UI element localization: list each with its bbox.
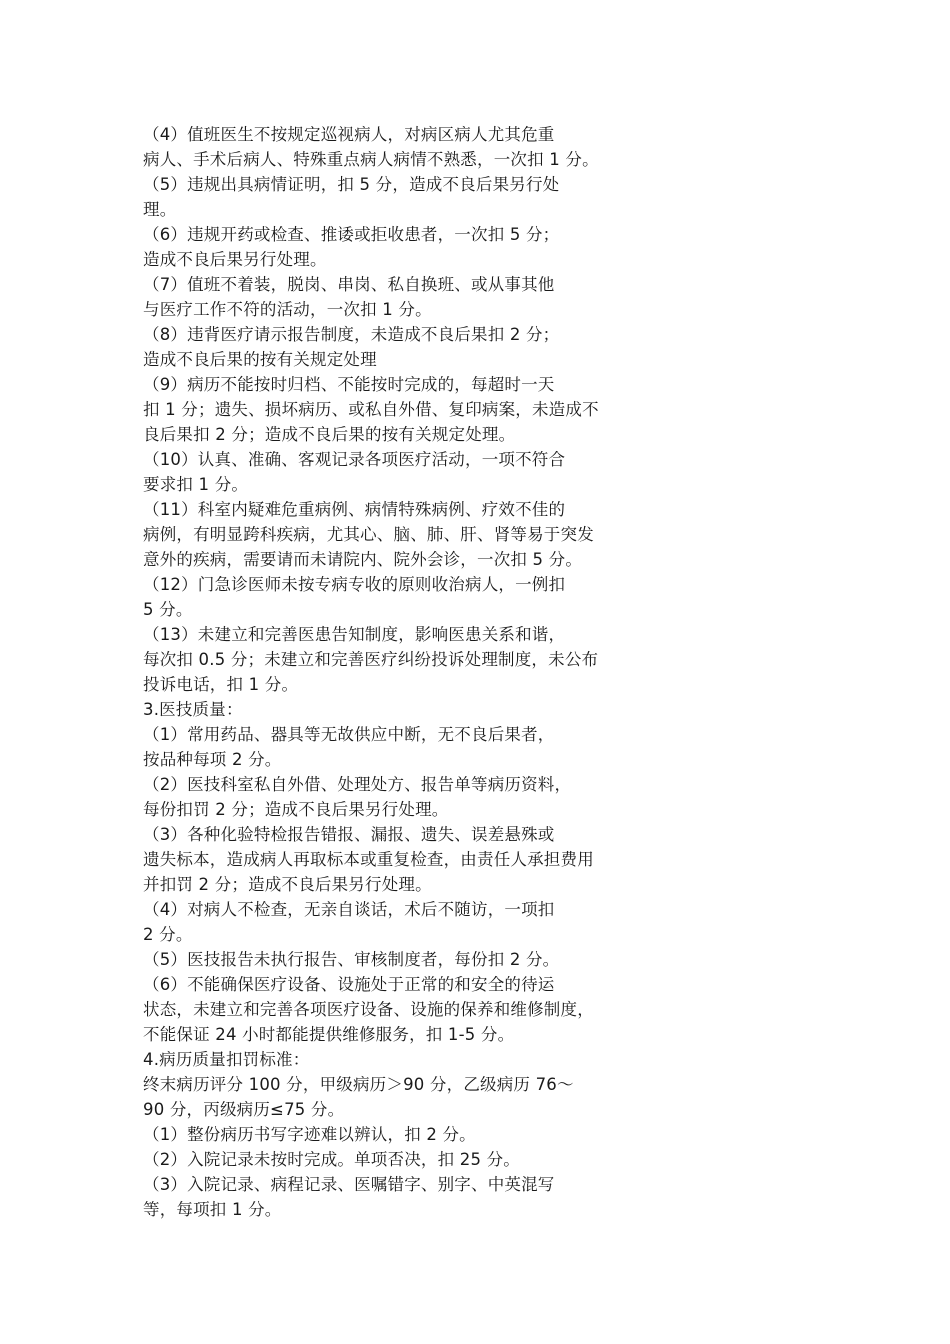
text-line: 遗失标本，造成病人再取标本或重复检查，由责任人承担费用 [143,850,594,869]
text-line: （5）违规出具病情证明，扣 5 分，造成不良后果另行处 [143,175,560,194]
text-line: 90 分，丙级病历≤75 分。 [143,1100,345,1119]
text-line: 5 分。 [143,600,193,619]
text-line: （5）医技报告未执行报告、审核制度者，每份扣 2 分。 [143,950,560,969]
text-line: （4）值班医生不按规定巡视病人，对病区病人尤其危重 [143,125,555,144]
text-line: 状态，未建立和完善各项医疗设备、设施的保养和维修制度， [143,1000,594,1019]
text-line: 病例，有明显跨科疾病，尤其心、脑、肺、肝、肾等易于突发 [143,525,594,544]
text-line: （10）认真、准确、客观记录各项医疗活动，一项不符合 [143,450,566,469]
text-line: 不能保证 24 小时都能提供维修服务，扣 1-5 分。 [143,1025,515,1044]
text-line: 与医疗工作不符的活动，一次扣 1 分。 [143,300,432,319]
text-line: （1）常用药品、器具等无故供应中断，无不良后果者， [143,725,555,744]
document-body [143,122,703,1222]
text-line: 意外的疾病，需要请而未请院内、院外会诊，一次扣 5 分。 [143,550,583,569]
text-line: （1）整份病历书写字迹难以辨认，扣 2 分。 [143,1125,476,1144]
text-line: （12）门急诊医师未按专病专收的原则收治病人，一例扣 [143,575,566,594]
text-line: （9）病历不能按时归档、不能按时完成的，每超时一天 [143,375,555,394]
text-line: （13）未建立和完善医患告知制度，影响医患关系和谐， [143,625,566,644]
text-line: 并扣罚 2 分；造成不良后果另行处理。 [143,875,432,894]
text-line: （7）值班不着装，脱岗、串岗、私自换班、或从事其他 [143,275,555,294]
text-line: 等，每项扣 1 分。 [143,1200,282,1219]
text-line: 按品种每项 2 分。 [143,750,282,769]
text-line: （3）各种化验特检报告错报、漏报、遗失、误差悬殊或 [143,825,555,844]
text-line: 理。 [143,200,177,219]
section-heading: 4.病历质量扣罚标准： [143,1050,310,1069]
text-line: （8）违背医疗请示报告制度，未造成不良后果扣 2 分； [143,325,560,344]
text-line: 良后果扣 2 分；造成不良后果的按有关规定处理。 [143,425,516,444]
text-line: （11）科室内疑难危重病例、病情特殊病例、疗效不佳的 [143,500,566,519]
text-line: （6）不能确保医疗设备、设施处于正常的和安全的待运 [143,975,555,994]
text-line: 每份扣罚 2 分；造成不良后果另行处理。 [143,800,449,819]
text-line: （3）入院记录、病程记录、医嘱错字、别字、中英混写 [143,1175,555,1194]
text-line: 要求扣 1 分。 [143,475,249,494]
text-line: 2 分。 [143,925,193,944]
text-line: 病人、手术后病人、特殊重点病人病情不熟悉，一次扣 1 分。 [143,150,599,169]
text-line: 扣 1 分；遗失、损坏病历、或私自外借、复印病案，未造成不 [143,400,599,419]
text-line: 终末病历评分 100 分，甲级病历＞90 分，乙级病历 76～ [143,1075,574,1094]
text-line: （2）医技科室私自外借、处理处方、报告单等病历资料， [143,775,572,794]
section-heading: 3.医技质量： [143,700,243,719]
text-line: 造成不良后果的按有关规定处理 [143,350,377,369]
text-line: （4）对病人不检查，无亲自谈话，术后不随访，一项扣 [143,900,555,919]
text-line: （6）违规开药或检查、推诿或拒收患者，一次扣 5 分； [143,225,560,244]
text-line: （2）入院记录未按时完成。单项否决，扣 25 分。 [143,1150,520,1169]
text-line: 投诉电话，扣 1 分。 [143,675,299,694]
text-line: 每次扣 0.5 分；未建立和完善医疗纠纷投诉处理制度，未公布 [143,650,599,669]
text-line: 造成不良后果另行处理。 [143,250,327,269]
